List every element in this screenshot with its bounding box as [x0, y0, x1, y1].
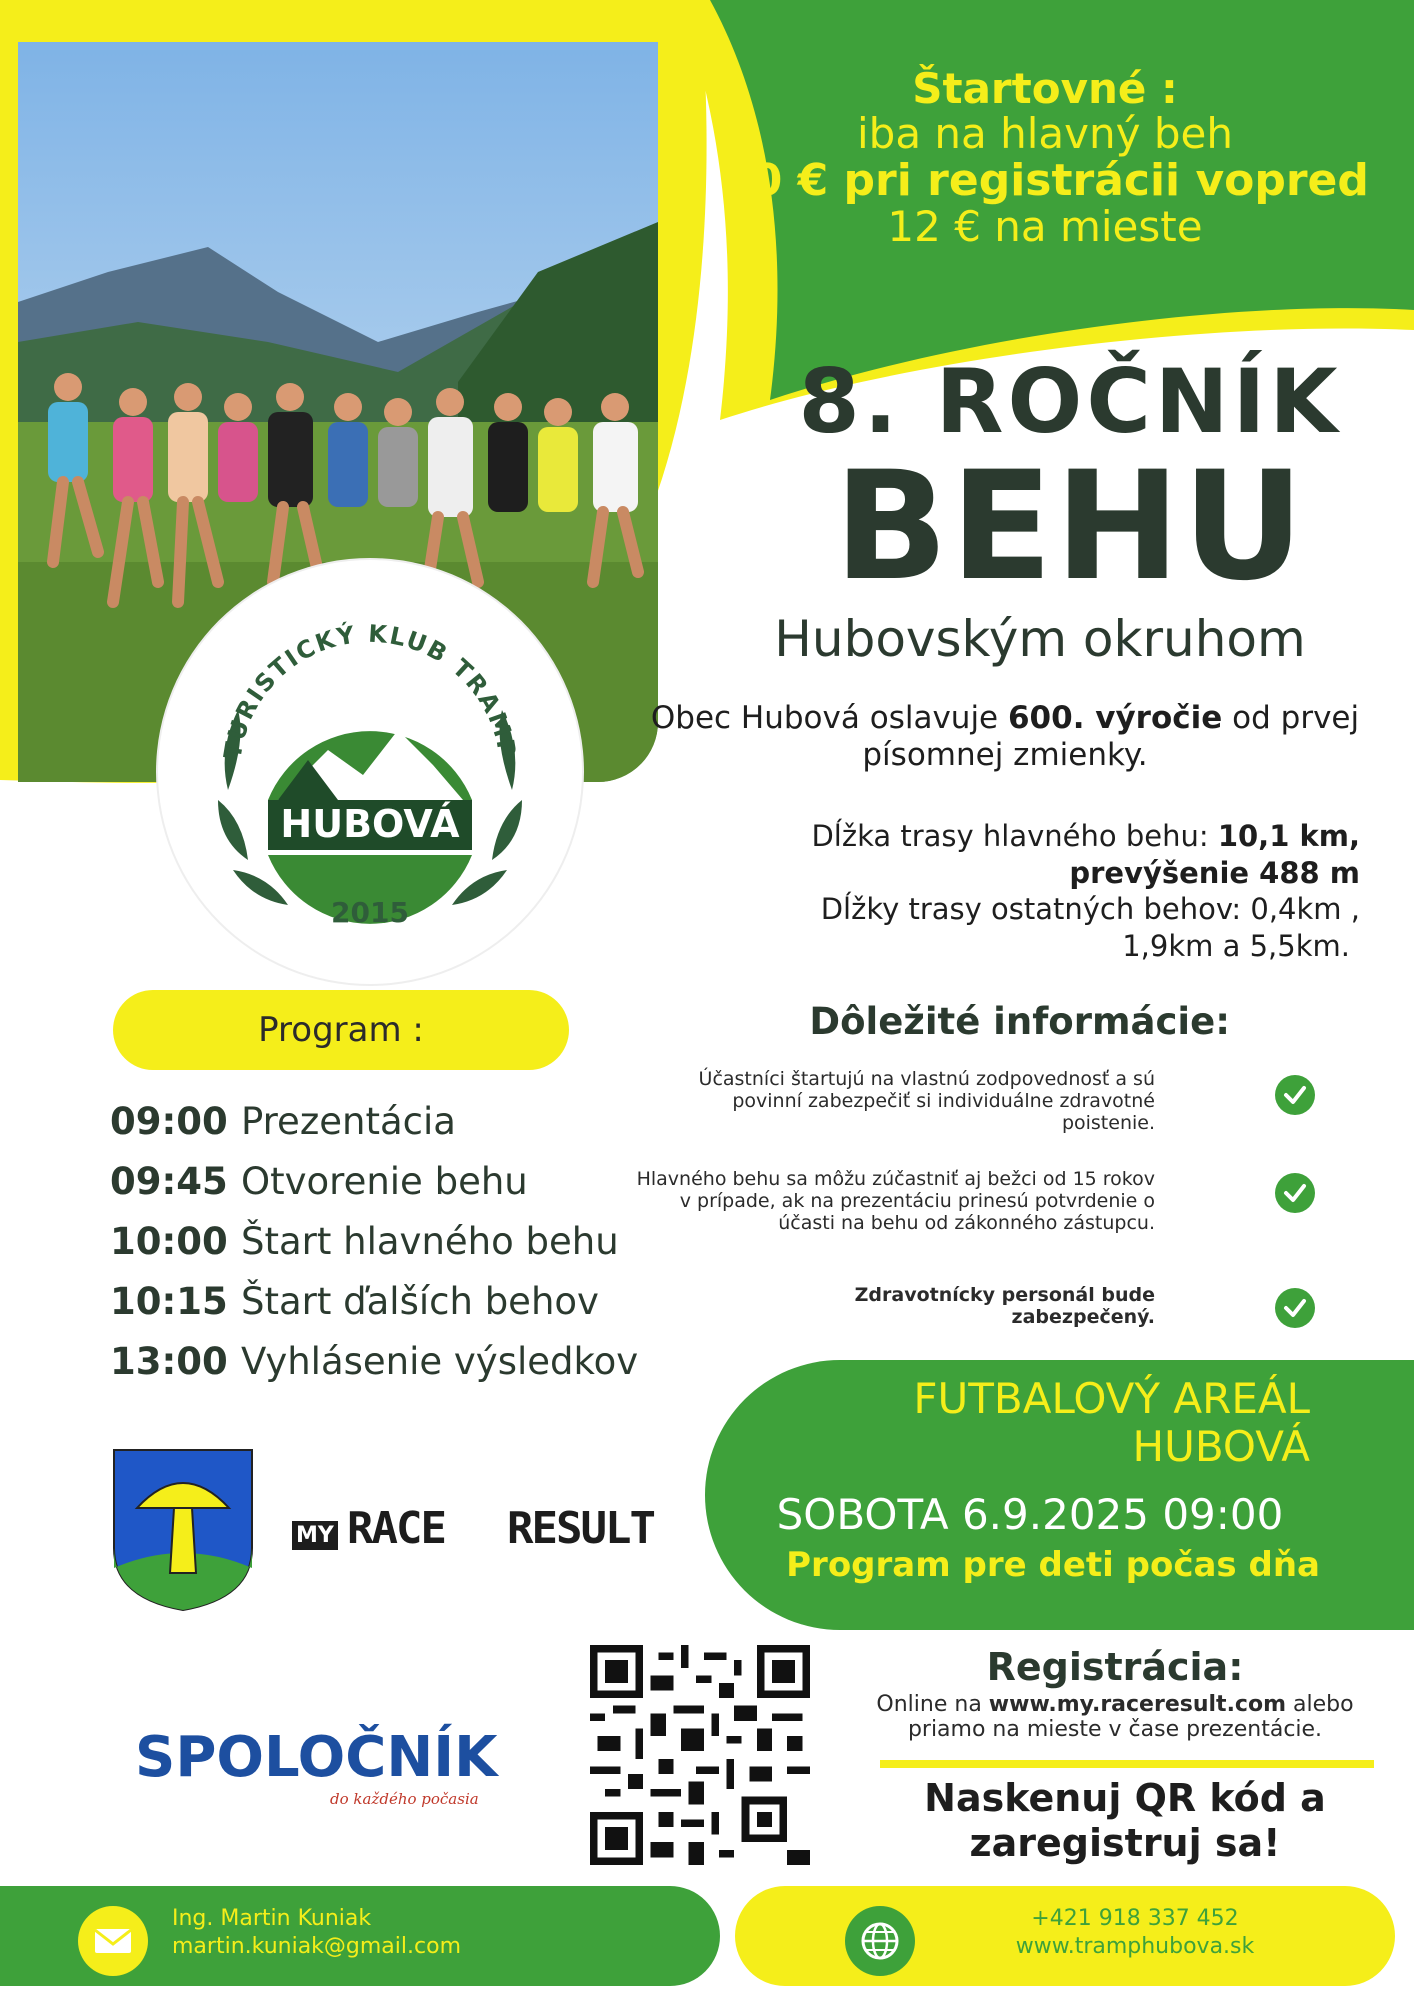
program-row	[110, 1280, 599, 1334]
badge-name: HUBOVÁ	[280, 802, 460, 846]
program-time: 09:00	[110, 1100, 228, 1143]
route-info	[760, 818, 1360, 964]
venue-line2: HUBOVÁ	[1132, 1422, 1310, 1472]
route-main-length: 10,1 km,	[1217, 819, 1360, 853]
event-date: SOBOTA 6.9.2025 09:00	[776, 1490, 1284, 1539]
program-row	[110, 1160, 528, 1214]
registration-after: alebo priamo na mieste v čase prezentácie.	[907, 1692, 1354, 1743]
globe-icon	[845, 1906, 915, 1976]
registration-title: Registrácia:	[986, 1645, 1244, 1689]
check-icon	[1275, 1173, 1315, 1213]
contact-website[interactable]: www.tramphubova.sk	[1015, 1934, 1255, 1959]
mail-icon	[78, 1906, 148, 1976]
fee-title: Štartovné :	[912, 64, 1178, 113]
route-main-prefix: Dĺžka trasy hlavného behu:	[811, 819, 1218, 853]
raceresult-logo	[292, 1495, 657, 1555]
program-label: Otvorenie behu	[241, 1160, 528, 1203]
info-item	[560, 1065, 1270, 1145]
program-title: Program :	[113, 990, 569, 1070]
subtitle-heading: Hubovským okruhom	[774, 610, 1306, 668]
info-item-text: Účastníci štartujú na vlastnú zodpovednosť a sú povinní zabezpečiť si individuálne zdravotné poistenie.	[698, 1068, 1155, 1134]
program-label: Štart hlavného behu	[241, 1220, 619, 1263]
registration-url[interactable]: www.my.raceresult.com	[988, 1692, 1287, 1717]
program-time: 09:45	[110, 1160, 228, 1203]
program-time: 10:00	[110, 1220, 228, 1263]
divider	[880, 1760, 1374, 1768]
raceresult-my: MY	[292, 1521, 338, 1550]
program-label: Prezentácia	[241, 1100, 456, 1143]
fee-note: iba na hlavný beh	[857, 109, 1233, 159]
venue-name	[880, 1375, 1310, 1472]
program-row	[110, 1220, 619, 1274]
badge-top-text: TURISTICKÝ KLUB TRAMP	[218, 619, 522, 761]
sponsor-logo: SPOLOČNÍK	[135, 1725, 498, 1790]
village-coat-of-arms	[112, 1448, 254, 1612]
info-item-text: Hlavného behu sa môžu zúčastniť aj bežci od 15 rokov v prípade, ak na prezentáciu prinesú potvrdenie o účasti na behu od zákonného zástupcu.	[636, 1168, 1155, 1234]
fee-advance: 10 € pri registrácii vopred	[721, 154, 1369, 206]
important-info-title: Dôležité informácie:	[809, 1000, 1230, 1043]
kids-program: Program pre deti počas dňa	[786, 1545, 1320, 1585]
entry-fee-block	[700, 66, 1390, 250]
info-item	[560, 1165, 1270, 1265]
anniversary-after: od prvej písomnej zmienky.	[862, 700, 1360, 774]
raceresult-result: RESULT	[507, 1503, 654, 1554]
venue-line1: FUTBALOVÝ AREÁL	[913, 1374, 1310, 1423]
anniversary-bold: 600. výročie	[1007, 700, 1223, 736]
route-elevation: prevýšenie 488 m	[1069, 855, 1360, 890]
club-badge-logo	[158, 560, 582, 984]
info-item-text: Zdravotnícky personál bude zabezpečený.	[854, 1284, 1155, 1328]
check-icon	[1275, 1288, 1315, 1328]
fee-onsite: 12 € na mieste	[887, 202, 1203, 252]
edition-heading: 8. ROČNÍK	[798, 350, 1342, 453]
contact-phone[interactable]: +421 918 337 452	[1031, 1906, 1239, 1931]
scan-qr-callout: Naskenuj QR kód a zaregistruj sa!	[924, 1776, 1326, 1865]
main-heading: BEHU	[833, 440, 1307, 614]
program-label: Štart ďalších behov	[241, 1280, 599, 1323]
contact-name: Ing. Martin Kuniak	[172, 1906, 372, 1931]
registration-qr-code[interactable]	[590, 1645, 810, 1865]
sponsor-tagline: do každého počasia	[330, 1790, 479, 1808]
anniversary-text	[620, 700, 1390, 774]
route-others-rest: 1,9km a 5,5km.	[1122, 928, 1350, 963]
program-row	[110, 1100, 456, 1154]
registration-before: Online na	[876, 1692, 989, 1717]
raceresult-race: RACE	[347, 1503, 445, 1554]
contact-email[interactable]: martin.kuniak@gmail.com	[172, 1934, 461, 1959]
route-others: Dĺžky trasy ostatných behov: 0,4km ,	[820, 892, 1360, 927]
anniversary-before: Obec Hubová oslavuje	[650, 700, 1008, 736]
program-row	[110, 1340, 638, 1394]
program-time: 13:00	[110, 1340, 228, 1383]
info-item	[560, 1283, 1270, 1343]
program-time: 10:15	[110, 1280, 228, 1323]
check-icon	[1275, 1075, 1315, 1115]
program-label: Vyhlásenie výsledkov	[241, 1340, 639, 1383]
badge-year: 2015	[331, 896, 409, 929]
registration-text	[855, 1692, 1375, 1743]
